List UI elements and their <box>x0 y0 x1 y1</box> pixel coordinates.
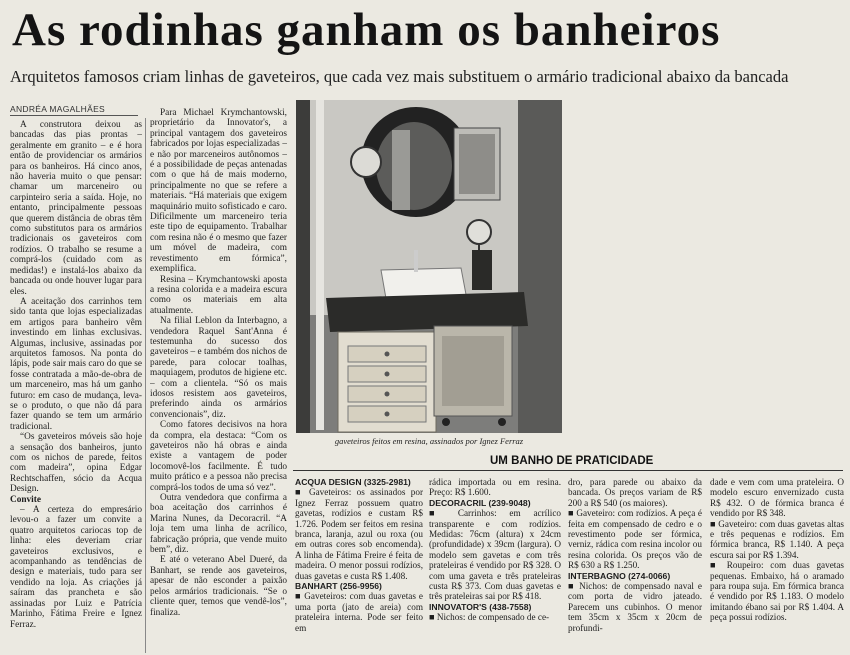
paragraph: Como fatores decisivos na hora da compra, ela destaca: “Com os gaveteiros não há obras e ainda existe a vantagem de poder locomovê-los facilmente. É tudo muito prático e a pessoa não precisa comprá-los todos de uma só vez”. <box>150 420 287 493</box>
product-entry: ■ Carrinhos: em acrílico transparente e com rodízios. Medidas: 76cm (altura) x 24cm (profundidade) x 39cm (largura). O modelo sem gavetas e com três prateleiras é vendido por R$ 328. O com uma gaveta e três prateleiras custa R$ 373. Com duas gavetas e três prateleiras sai por R$ 418. <box>429 508 561 602</box>
store-name: BANHART (256-9956) <box>295 581 382 592</box>
sidebar-column-3 <box>568 477 702 653</box>
paragraph: “Os gaveteiros móveis são hoje a sensação dos banheiros, junto com os nichos de parede, feitos com madeira”, opina Edgar Rechtschaffen, sócio da Acqua Design. <box>10 432 142 495</box>
sidebar-column-4 <box>710 477 844 653</box>
subheading: Convite <box>10 494 41 505</box>
product-entry: ■ Gaveteiro: com duas gavetas altas e três pequenas e rodízios. Em fórmica branca, R$ 1.140. A peça escura sai por R$ 1.394. <box>710 518 844 560</box>
store-name: DECORACRIL (239-9048) <box>429 497 531 508</box>
product-entry: ■ Gaveteiro: com rodízios. A peça é feita em compensado de cedro e o revestimento pode ser fórmica, verniz, rádica com resina incolor ou resina colorida. Os preços vão de R$ 630 a R$ 1.250. <box>568 508 702 571</box>
article-column-2 <box>150 108 287 652</box>
product-entry: ■ Nichos: de compensado de ce- <box>429 612 550 623</box>
store-name: INTERBAGNO (274-0066) <box>568 570 671 581</box>
bathroom-illustration <box>296 100 562 433</box>
sidebar-box-rule <box>293 470 843 471</box>
photo-caption: gaveteiros feitos em resina, assinados por Ignez Ferraz <box>334 436 524 446</box>
paragraph: A construtora deixou as bancadas das pias prontas – geralmente em granito – e é hora então de providenciar os armários para os banheiros. Há cinco anos, não haveria muito o que pensar: chamar um marceneiro ou carpinteiro seria a saída. Hoje, no entanto, principalmente pessoas que querem distância de obras têm como substitutos para os armários tradicionais os gaveteiros com rodízios. O trabalho se resume a comprá-los (cuidado com as medidas!) e instalá-los abaixo da bancada ou onde houver lugar para eles. <box>10 120 142 297</box>
store-name: INNOVATOR'S (438-7558) <box>429 601 532 612</box>
paragraph: Para Michael Krymchantowski, proprietário da Innovator's, a principal vantagem dos gaveteiros fabricados por lojas especializadas – e não por marceneiros autônomos – é a possibilidade de peças antenadas com o que há de mais moderno, principalmente no que se refere a materiais. “Há materiais que exigem maquinário muito sofisticado e caro. Dificilmente um marceneiro teria este tipo de equipamento. Trabalhar com resina não é o mesmo que fazer um móvel de madeira, com revestimento em fórmica”, exemplifica. <box>150 108 287 275</box>
product-entry: dade e vem com uma prateleira. O modelo escuro envernizado custa R$ 432. O de fórmica branca é vendido por R$ 348. <box>710 477 844 519</box>
product-entry: ■ Nichos: de compensado naval e com porta de vidro jateado. Parecem uns cubinhos. O menor tem 35cm x 35cm x 20cm de profundi- <box>568 581 702 633</box>
article-column-1 <box>10 120 142 652</box>
product-entry: ■ Gaveteiros: com duas gavetas e uma porta (jato de areia) com prateleira interna. Pode ser feito em <box>295 591 423 633</box>
store-name: ACQUA DESIGN (3325-2981) <box>295 477 411 487</box>
byline-rule <box>10 115 138 116</box>
product-entry: ■ Roupeiro: com duas gavetas pequenas. Embaixo, há o aramado para roupa suja. Em fórmica branca é vendido por R$ 1.183. O modelo imitando ébano sai por R$ 1.404. A peça possui rodízios. <box>710 560 844 623</box>
paragraph: A aceitação dos carrinhos tem sido tanta que lojas especializadas em artigos para banheiro vêm investindo em linhas exclusivas. Algumas, inclusive, assinadas por arquitetos famosos. Na ponta do lápis, pode sair mais caro do que se fosse contratada a mão-de-obra de um marceneiro, mas há um ganho futuro: em caso de mudança, leva-se o produto, o que não dá para fazer quando se tem um armário tradicional. <box>10 296 142 432</box>
column-divider <box>145 118 146 653</box>
paragraph: Outra vendedora que confirma a boa aceitação dos carrinhos é Marina Nunes, da Decoracril. “A loja tem uma linha de acrílico, fabricação própria, que vende muito bem”, diz. <box>150 493 287 556</box>
product-entry: dro, para parede ou abaixo da bancada. Os preços variam de R$ 200 a R$ 540 (os maiores). <box>568 477 702 508</box>
sidebar-column-1 <box>295 477 423 653</box>
paragraph: E até o veterano Abel Dueré, da Banhart, se rende aos gaveteiros, apesar de não esconder a paixão pelos armários tradicionais. “Se o cliente quer, temos que vendê-los”, finaliza. <box>150 555 287 618</box>
paragraph: Resina – Krymchantowski aposta a resina colorida e a madeira escura como os materiais em alta atualmente. <box>150 274 287 316</box>
sidebar-column-2 <box>429 477 561 653</box>
byline: ANDRÉA MAGALHÃES <box>10 104 106 114</box>
headline: As rodinhas ganham os banheiros <box>12 4 721 56</box>
sidebar-box-title: UM BANHO DE PRATICIDADE <box>490 455 654 467</box>
paragraph: Na filial Leblon da Interbagno, a vendedora Raquel Sant'Anna é testemunha do sucesso dos gaveteiros – e também dos nichos de parede, para colocar toalhas, maquiagem, produtos de higiene etc. – com a clientela. “Só os mais idosos resistem aos gaveteiros, preferindo ainda os armários convencionais”, diz. <box>150 316 287 420</box>
paragraph: – A certeza do empresário levou-o a fazer um convite a quatro arquitetos cariocas top de linha: eles deveriam criar gaveteiros exclusivos, e acompanhando as tendências de design e materiais, tudo para ser vendido na loja. As criações já saíram das prancheta e são assinadas por Luiz e Patrícia Marinho, Fátima Freire e Ignez Ferraz. <box>10 505 142 630</box>
product-entry: rádica importada ou em resina. Preço: R$ 1.600. <box>429 477 561 498</box>
bathroom-photo <box>296 100 562 433</box>
deck-subtitle: Arquitetos famosos criam linhas de gaveteiros, que cada vez mais substituem o armário tradicional abaixo da bancada <box>10 67 789 86</box>
product-entry: ■ Gaveteiros: os assinados por Ignez Ferraz possuem quatro gavetas, rodízios e custam R$ 1.726. Podem ser feitos em resina branca, laranja, azul ou roxa (ou em outras cores sob encomenda). A linha de Fátima Freire é feita de madeira. O menor possui rodízios, duas gavetas e custa R$ 1.408. <box>295 487 423 581</box>
